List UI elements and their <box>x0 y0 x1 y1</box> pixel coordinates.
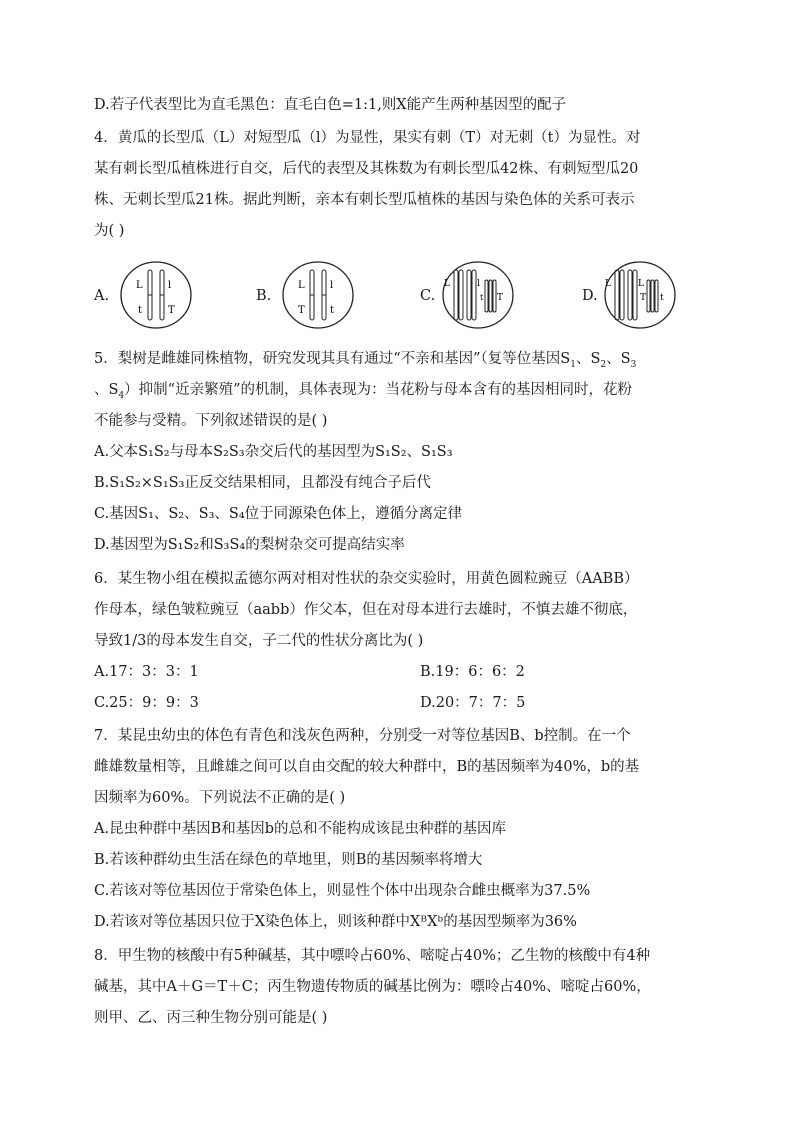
q4-b-gene-l-left: L <box>298 280 305 291</box>
q8-stem-line1: 8．甲生物的核酸中有5种碱基，其中嘌呤占60%、嘧啶占40%；乙生物的核酸中有4种 <box>94 948 651 964</box>
q4-option-d-label: D. <box>582 288 598 304</box>
q4-stem-line1: 4．黄瓜的长型瓜（L）对短型瓜（l）为显性，果实有刺（T）对无刺（t）为显性。对 <box>94 130 641 146</box>
q4-option-d-cell-diagram <box>602 260 678 330</box>
q6-option-b: B.19：6：6：2 <box>420 664 525 680</box>
q6-option-c: C.25：9：9：3 <box>94 695 199 711</box>
q4-option-a-label: A. <box>94 288 110 304</box>
q4-d-gene-l-right: L <box>638 279 644 289</box>
q4-a-gene-l-left: L <box>136 280 143 291</box>
q6-option-a: A.17：3：3：1 <box>94 664 199 680</box>
q4-c-gene-t-right: T <box>497 293 504 303</box>
q6-stem-line2: 作母本，绿色皱粒豌豆（aabb）作父本，但在对母本进行去雄时，不慎去雄不彻底， <box>94 602 638 618</box>
q4-a-gene-t-right: T <box>168 305 175 316</box>
q4-stem-line4: 为( ) <box>94 223 125 239</box>
q4-option-a-cell-diagram <box>118 260 194 330</box>
q4-stem-line3: 株、无刺长型瓜21株。据此判断，亲本有刺长型瓜植株的基因与染色体的关系可表示 <box>94 192 635 208</box>
q7-stem-line3: 因频率为60%。下列说法不正确的是( ) <box>94 790 346 806</box>
q5-option-c: C.基因S₁、S₂、S₃、S₄位于同源染色体上，遵循分离定律 <box>94 506 463 522</box>
q5-option-b: B.S₁S₂×S₁S₃正反交结果相同，且都没有纯合子后代 <box>94 475 431 491</box>
q7-option-d: D.若该对等位基因只位于X染色体上，则该种群中XᴮXᵇ的基因型频率为36% <box>94 914 577 930</box>
q4-option-b-cell-diagram <box>280 260 356 330</box>
q4-b-gene-t-left: T <box>298 305 305 316</box>
q4-b-gene-l-right: l <box>330 280 334 291</box>
q5-s3: 3 <box>630 359 637 370</box>
q4-b-gene-t-right: t <box>330 305 335 316</box>
q4-d-gene-t-left: T <box>640 293 647 303</box>
q7-option-b: B.若该种群幼虫生活在绿色的草地里，则B的基因频率将增大 <box>94 852 483 868</box>
q5-s4: 4 <box>118 390 125 401</box>
q5-sep-2: 、S <box>606 351 631 367</box>
q6-stem-line3: 导致1/3的母本发生自交，子二代的性状分离比为( ) <box>94 633 424 649</box>
q7-stem-line1: 7．某昆虫幼虫的体色有青色和浅灰色两种，分别受一对等位基因B、b控制。在一个 <box>94 728 631 744</box>
q4-c-gene-l-right: l <box>477 279 480 289</box>
q8-stem-line3: 则甲、乙、丙三种生物分别可能是( ) <box>94 1010 328 1026</box>
q4-c-gene-t-left: t <box>480 293 484 302</box>
q5-stem-line3: 不能参与受精。下列叙述错误的是( ) <box>94 413 328 429</box>
q5-stem-line1 <box>94 349 636 375</box>
q7-stem-line2: 雌雄数量相等，且雌雄之间可以自由交配的较大种群中，B的基因频率为40%，b的基 <box>94 759 640 775</box>
q4-a-gene-t-left: t <box>138 305 143 316</box>
q3-option-d: D.若子代表型比为直毛黑色：直毛白色=1:1,则X能产生两种基因型的配子 <box>94 97 567 113</box>
q4-stem-line2: 某有刺长型瓜植株进行自交，后代的表型及其株数为有刺长型瓜42株、有刺短型瓜20 <box>94 161 639 177</box>
q5-option-a: A.父本S₁S₂与母本S₂S₃杂交后代的基因型为S₁S₂、S₁S₃ <box>94 444 453 460</box>
q5-s2: 2 <box>600 359 607 370</box>
q5-sep-1: 、S <box>575 351 601 367</box>
q7-option-a: A.昆虫种群中基因B和基因b的总和不能构成该昆虫种群的基因库 <box>94 821 507 837</box>
q4-d-gene-l-left: L <box>605 279 611 289</box>
q7-option-c: C.若该对等位基因位于常染色体上，则显性个体中出现杂合雌虫概率为37.5% <box>94 883 591 899</box>
q4-option-c-cell-diagram <box>440 260 516 330</box>
q5-s1: 1 <box>570 359 576 370</box>
q8-stem-line2: 碱基，其中A＋G＝T＋C；丙生物遗传物质的碱基比例为：嘌呤占40%、嘧啶占60%， <box>94 979 651 995</box>
q6-option-d: D.20：7：7：5 <box>420 695 526 711</box>
q5-stem-line2 <box>94 380 632 406</box>
q4-a-gene-l-right: l <box>168 280 172 291</box>
q5-line2-text: ）抑制“近亲繁殖”的机制，具体表现为：当花粉与母本含有的基因相同时，花粉 <box>124 382 632 398</box>
q5-line2-prefix: 、S <box>94 382 119 398</box>
q4-option-c-label: C. <box>420 288 436 304</box>
q4-c-gene-l-left: L <box>444 279 450 289</box>
q5-option-d: D.基因型为S₁S₂和S₃S₄的梨树杂交可提高结实率 <box>94 537 405 553</box>
q4-option-b-label: B. <box>256 288 272 304</box>
q4-d-gene-t-right: t <box>660 293 664 303</box>
q6-stem-line1: 6．某生物小组在模拟孟德尔两对相对性状的杂交实验时，用黄色圆粒豌豆（AABB） <box>94 571 639 587</box>
q5-stem-line1-text: 5．梨树是雌雄同株植物，研究发现其具有通过“不亲和基因”（复等位基因S <box>94 351 571 367</box>
